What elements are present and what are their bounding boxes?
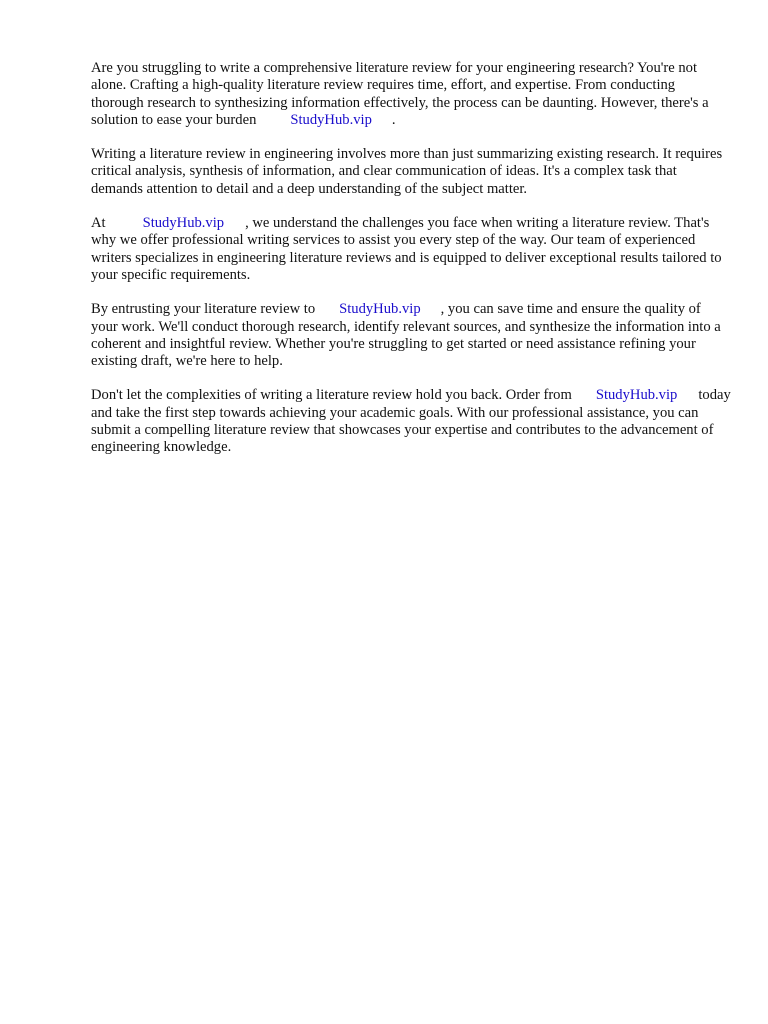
- studyhub-link[interactable]: StudyHub.vip: [595, 387, 678, 404]
- paragraph-intro-text: Are you struggling to write a comprehensive literature review for your engineering research? You're not alone. Crafting a high-quality literature review requires time, effort, and expertise. From conducting thorough research to synthesizing information effectively, the process can be daunting. However, there's a solution to ease your burden: [91, 60, 709, 128]
- studyhub-link[interactable]: StudyHub.vip: [339, 301, 421, 318]
- studyhub-link[interactable]: StudyHub.vip: [142, 215, 225, 232]
- paragraph-benefits: [91, 301, 731, 370]
- paragraph-call-to-action: [91, 387, 731, 456]
- paragraph-benefits-text: , you can save time and ensure the quality of your work. We'll conduct thorough research, identify relevant sources, and synthesize the information into a coherent and insightful review. Whether you're struggling to get started or need assistance refining your existing draft, we're here to help.: [91, 301, 721, 370]
- paragraph-services-text: , we understand the challenges you face when writing a literature review. That's why we offer professional writing services to assist you every step of the way. Our team of experienced writers specializes in engineering literature reviews and is equipped to deliver exceptional results tailored to your specific requirements.: [91, 215, 722, 283]
- paragraph-cta-start: Don't let the complexities of writing a literature review hold you back. Order from: [91, 387, 572, 404]
- paragraph-services: [91, 215, 731, 284]
- paragraph-services-start: At: [91, 215, 106, 232]
- paragraph-requirements: [91, 146, 731, 198]
- paragraph-cta-text: today and take the first step towards achieving your academic goals. With our professional assistance, you can submit a compelling literature review that showcases your expertise and contributes to the advancement of engineering knowledge.: [91, 387, 731, 456]
- paragraph-requirements-text: Writing a literature review in engineering involves more than just summarizing existing research. It requires critical analysis, synthesis of information, and clear communication of ideas. It's a complex task that demands attention to detail and a deep understanding of the subject matter.: [91, 146, 723, 197]
- paragraph-intro-end: .: [391, 111, 396, 128]
- document-body: [91, 60, 731, 474]
- paragraph-benefits-start: By entrusting your literature review to: [91, 301, 316, 318]
- studyhub-link[interactable]: StudyHub.vip: [290, 111, 372, 128]
- paragraph-intro: [91, 60, 731, 129]
